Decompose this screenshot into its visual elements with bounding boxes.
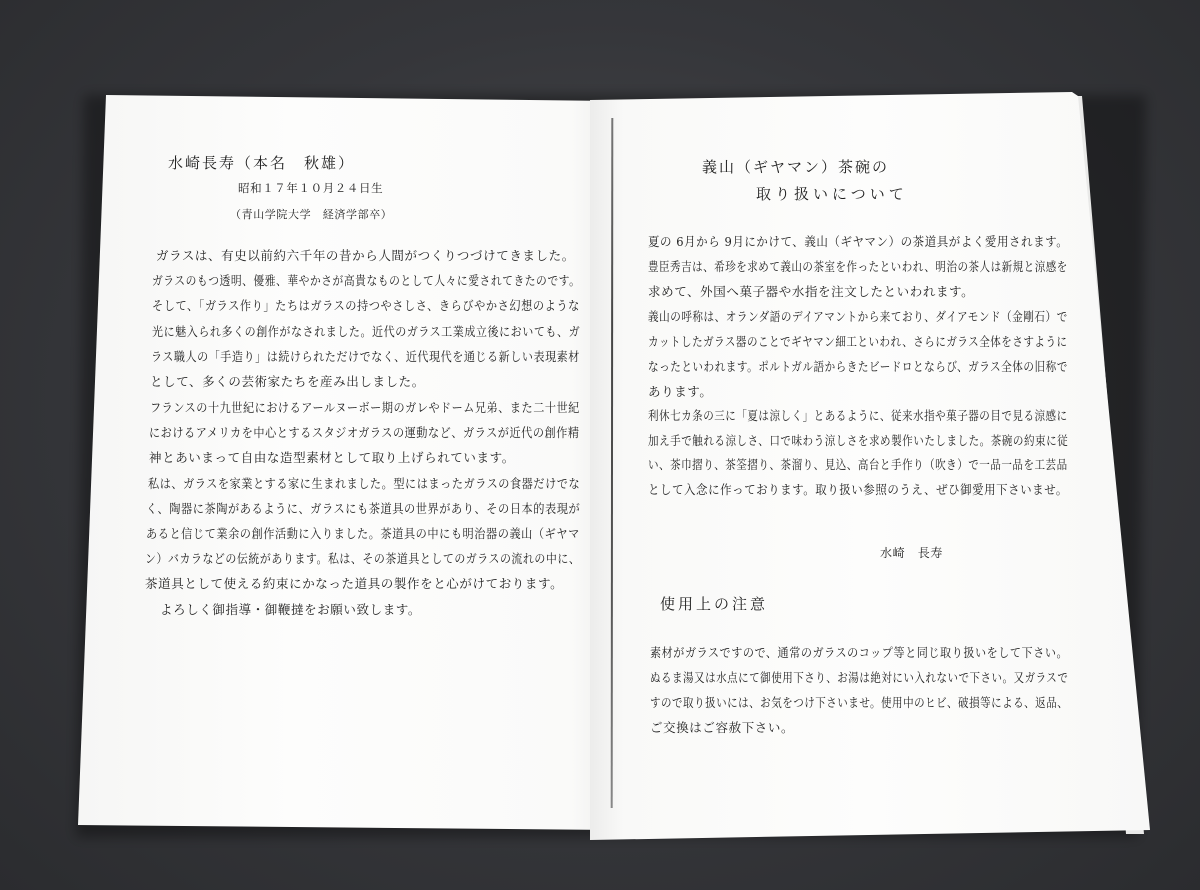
left-body-line: 茶道具として使える約束にかなった道具の製作をと心がけております。 — [145, 576, 564, 591]
right-body-line: 加え手で触れる涼しさ、口で味わう涼しさを求め製作いたしました。茶碗の約束に従 — [648, 433, 1069, 448]
notes-line: 素材がガラスですので、通常のガラスのコップ等と同じ取り扱いをして下さい。 — [650, 645, 1069, 660]
left-body-line: におけるアメリカを中心とするスタジオガラスの運動など、ガラスが近代の創作精 — [149, 425, 580, 440]
left-title: 水崎長寿（本名 秋雄） — [168, 154, 356, 172]
right-body-line: 豊臣秀吉は、希珍を求めて義山の茶室を作ったといわれ、明治の茶人は新規と涼感を — [648, 259, 1068, 274]
left-body-line: ガラスのもつ透明、優雅、華やかさが高貴なものとして人々に愛されてきたのです。 — [152, 273, 581, 288]
left-body-line: ガラスは、有史以前約六千年の昔から人間がつくりつづけてきました。 — [156, 248, 575, 263]
right-body-line: なったといわれます。ポルトガル語からきたビードロとならび、ガラス全体の旧称で — [648, 359, 1068, 374]
right-title-line1: 義山（ギヤマン）茶碗の — [702, 158, 890, 176]
right-body-line: カットしたガラス器のことでギヤマン細工といわれ、さらにガラス全体をさすように — [648, 334, 1068, 349]
right-body-line: 義山の呼称は、オランダ語のデイアマントから来ており、ダイアモンド（金剛石）で — [648, 309, 1068, 324]
right-body-line: 求めて、外国へ菓子器や水指を注文したといわれます。 — [648, 284, 975, 299]
signature: 水崎 長寿 — [880, 546, 944, 560]
left-body-line: ラス職人の「手造り」は続けられただけでなく、近代現代を通じる新しい表現素材 — [151, 349, 580, 364]
notes-line: ぬるま湯又は水点にて御使用下さり、お湯は絶対にい入れないで下さい。又ガラスで — [650, 670, 1069, 685]
left-body-line: よろしく御指導・御鞭撻をお願い致します。 — [160, 602, 422, 617]
notes-line: ご交換はご容赦下さい。 — [650, 720, 795, 735]
left-body-line: く、陶器に茶陶があるように、ガラスにも茶道具の世界があり、その日本的表現が — [146, 501, 581, 516]
birth-date: 昭和１７年１０月２４日生 — [238, 181, 384, 195]
notes-title: 使用上の注意 — [660, 595, 769, 613]
right-body-line: 利休七カ条の三に「夏は涼しく」とあるように、従来水指や菓子器の目で見る涼感に — [648, 408, 1068, 423]
notes-line: すので取り扱いには、お気をつけ下さいませ。使用中のヒビ、破損等による、返品、 — [650, 695, 1069, 710]
left-body-line: ン）バカラなどの伝統があります。私は、その茶道具としてのガラスの流れの中に、 — [145, 551, 581, 566]
right-title-line2: 取り扱いについて — [756, 185, 908, 203]
right-body-line: 夏の 6月から 9月にかけて、義山（ギヤマン）の茶道具がよく愛用されます。 — [648, 234, 1069, 249]
education: （青山学院大学 経済学部卒） — [230, 208, 393, 221]
left-body-line: 光に魅入られ多くの創作がなされました。近代のガラス工業成立後においても、ガ — [152, 324, 581, 339]
left-body-line: フランスの十九世紀におけるアールヌーボー期のガレやドーム兄弟、また二十世紀 — [150, 400, 580, 415]
right-body-line: として入念に作っております。取り扱い参照のうえ、ぜひ御愛用下さいませ。 — [648, 482, 1068, 497]
left-body-line: そして、「ガラス作り」たちはガラスの持つやさしさ、きらびやかさ幻想のような — [152, 298, 580, 313]
left-body-line: 私は、ガラスを家業とする家に生まれました。型にはまったガラスの食器だけでな — [148, 476, 581, 491]
left-body-line: あると信じて業余の創作活動に入りました。茶道具の中にも明治器の義山（ギヤマ — [146, 526, 580, 541]
right-body-line: い、茶巾摺り、茶筌摺り、茶溜り、見込、高台と手作り（吹き）で一品一品を工芸品 — [648, 457, 1068, 472]
right-body-line: あります。 — [648, 384, 713, 399]
left-body-line: として、多くの芸術家たちを産み出しました。 — [150, 374, 425, 389]
left-body-line: 神とあいまって自由な造型素材として取り上げられています。 — [149, 450, 515, 465]
